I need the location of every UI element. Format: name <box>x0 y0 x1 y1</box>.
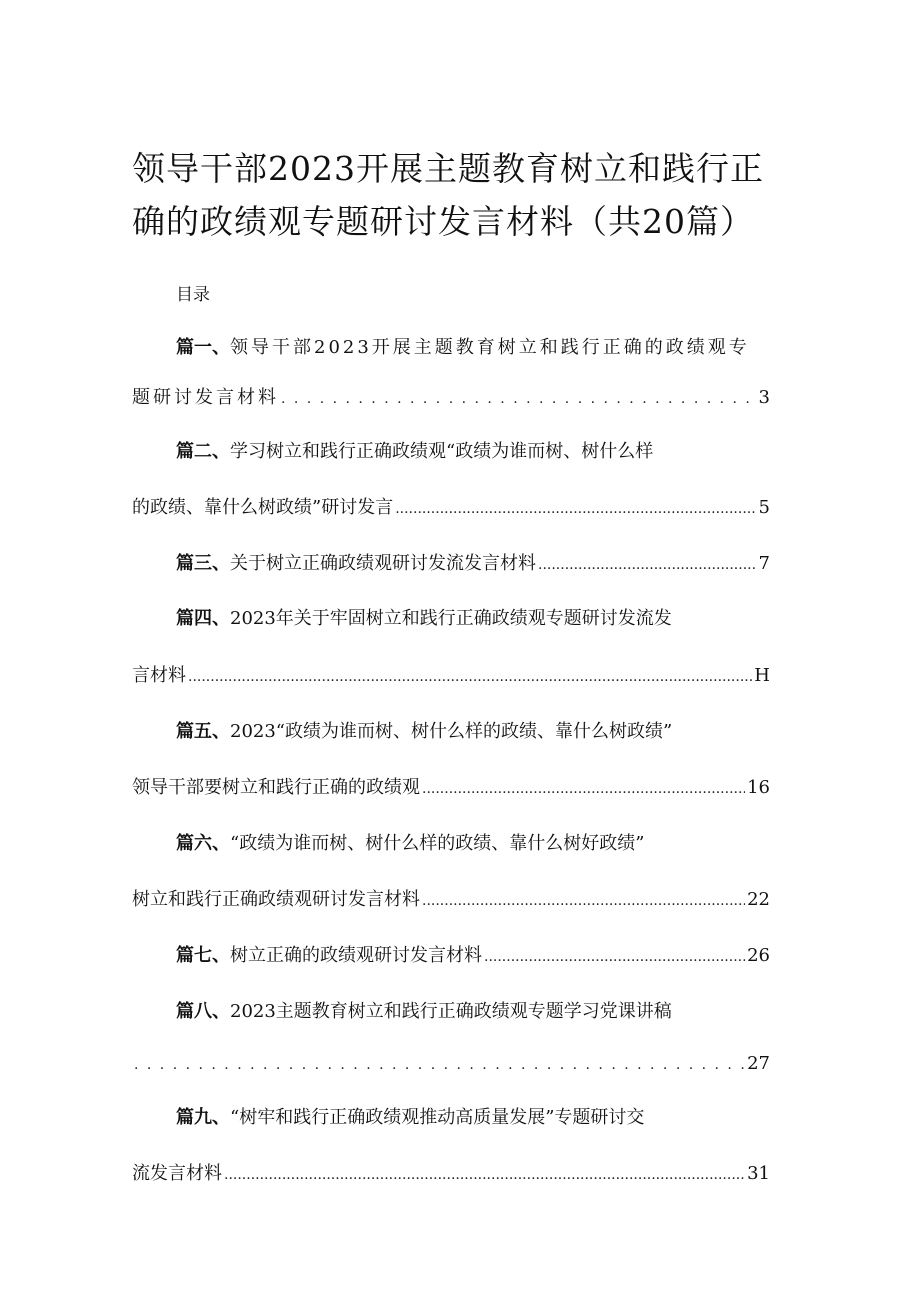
toc-entry-first-line <box>176 832 644 856</box>
document-title <box>132 142 792 248</box>
toc-page-number: H <box>754 665 770 686</box>
toc-entry-title-cont: 题研讨发言材料 <box>132 387 279 408</box>
toc-entry-title-cont: 言材料 <box>132 665 186 686</box>
toc-entry-title-cont: 的政绩、靠什么树政绩”研讨发言 <box>132 497 394 518</box>
toc-entry-title: 学习树立和践行正确政绩观“政绩为谁而树、树什么样 <box>230 441 654 462</box>
toc-entry-label: 篇二、 <box>176 441 230 462</box>
dot-leader <box>538 553 757 577</box>
toc-entry-title-cont: 树立和践行正确政绩观研讨发言材料 <box>132 889 420 910</box>
toc-entry-label: 篇一、 <box>176 337 230 358</box>
toc-entry-label: 篇三、 <box>176 553 230 574</box>
toc-entry-title-cont: 流发言材料 <box>132 1163 222 1184</box>
toc-entry-last-line <box>132 888 770 913</box>
toc-entry-first-line <box>176 607 672 631</box>
toc-entry-title: 2023主题教育树立和践行正确政绩观专题学习党课讲稿 <box>230 1001 672 1022</box>
toc-entry-first-line <box>176 336 750 360</box>
toc-entry-title: “政绩为谁而树、树什么样的政绩、靠什么树好政绩” <box>230 833 645 854</box>
toc-page-number: 16 <box>747 777 770 798</box>
toc-page-number: 26 <box>747 945 770 966</box>
dot-leader <box>422 889 745 913</box>
dot-leader <box>188 665 752 689</box>
toc-entry-title: 2023年关于牢固树立和践行正确政绩观专题研讨发流发 <box>230 608 672 629</box>
toc-entry-title-cont: 领导干部要树立和践行正确的政绩观 <box>132 777 420 798</box>
toc-entry-last-line <box>132 776 770 801</box>
title-line-1: 领导干部2023开展主题教育树立和践行正 <box>132 149 764 188</box>
toc-entry-last-line <box>132 1052 770 1077</box>
toc-entry-first-line <box>176 440 653 464</box>
toc-entry-title: “树牢和践行正确政绩观推动高质量发展”专题研讨交 <box>230 1107 645 1128</box>
dot-leader <box>134 1053 745 1077</box>
toc-entry-line <box>176 944 770 969</box>
toc-entry-first-line <box>176 720 672 744</box>
dot-leader <box>395 497 756 521</box>
toc-entry-title: 树立正确的政绩观研讨发言材料 <box>230 945 482 966</box>
toc-entry-first-line <box>176 1000 672 1024</box>
toc-page-number: 3 <box>758 387 770 408</box>
toc-heading: 目录 <box>176 285 210 305</box>
dot-leader <box>422 777 745 801</box>
toc-entry-label: 篇五、 <box>176 721 230 742</box>
dot-leader <box>484 945 745 969</box>
toc-entry-title: 2023“政绩为谁而树、树什么样的政绩、靠什么树政绩” <box>230 721 673 742</box>
toc-page-number: 5 <box>758 497 770 518</box>
toc-entry-line <box>176 552 770 577</box>
dot-leader <box>224 1163 745 1187</box>
toc-entry-label: 篇八、 <box>176 1001 230 1022</box>
toc-entry-last-line <box>132 386 770 411</box>
toc-page-number: 31 <box>747 1163 770 1184</box>
dot-leader <box>281 387 757 411</box>
toc-entry-title: 领导干部2023开展主题教育树立和践行正确的政绩观专 <box>230 337 750 358</box>
toc-entry-last-line <box>132 496 770 521</box>
toc-entry-first-line <box>176 1106 644 1130</box>
toc-entry-label: 篇七、 <box>176 945 230 966</box>
toc-entry-last-line <box>132 1162 770 1187</box>
toc-page-number: 7 <box>758 553 770 574</box>
toc-entry-last-line <box>132 664 770 689</box>
toc-entry-label: 篇四、 <box>176 608 230 629</box>
toc-page-number: 27 <box>747 1053 770 1074</box>
toc-entry-label: 篇九、 <box>176 1107 230 1128</box>
toc-entry-title: 关于树立正确政绩观研讨发流发言材料 <box>230 553 536 574</box>
toc-entry-label: 篇六、 <box>176 833 230 854</box>
title-line-2: 确的政绩观专题研讨发言材料（共20篇） <box>132 202 754 241</box>
toc-page-number: 22 <box>747 889 770 910</box>
